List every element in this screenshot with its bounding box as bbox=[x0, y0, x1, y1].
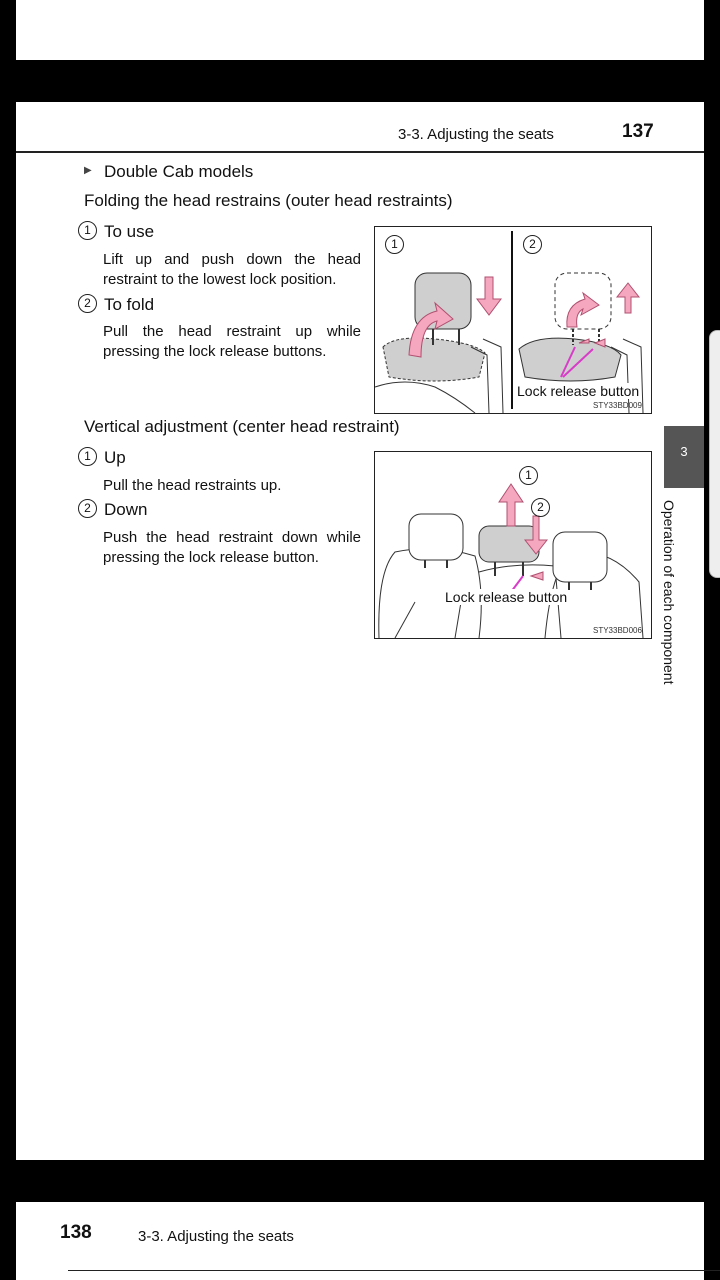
step-text-up: Pull the head restraints up. bbox=[103, 477, 282, 494]
step-title-up: Up bbox=[104, 448, 126, 467]
header-section-title: 3-3. Adjusting the seats bbox=[398, 126, 554, 143]
figure1-lock-release-label: Lock release button bbox=[517, 383, 640, 399]
figure1-panel-number-2: 2 bbox=[523, 235, 542, 254]
figure2-number-2: 2 bbox=[531, 498, 550, 517]
step-title-down: Down bbox=[104, 500, 148, 519]
step-text-to-use: Lift up and push down the head restraint to the lowest lock position. bbox=[103, 251, 361, 288]
outer-heading: Folding the head restrains (outer head restraints) bbox=[84, 191, 453, 210]
center-step-number-1: 1 bbox=[78, 447, 97, 466]
footer-page-number: 138 bbox=[60, 1222, 92, 1243]
figure2-number-1: 1 bbox=[519, 466, 538, 485]
scrollbar-handle[interactable] bbox=[709, 330, 720, 578]
figure2-lock-release-label: Lock release button bbox=[445, 589, 568, 605]
step-title-to-fold: To fold bbox=[104, 295, 155, 314]
center-head-restraint-figure bbox=[374, 451, 652, 639]
center-heading: Vertical adjustment (center head restraint) bbox=[84, 417, 400, 436]
chapter-title-vertical: Operation of each component bbox=[661, 500, 677, 685]
chapter-tab[interactable]: 3 bbox=[664, 426, 704, 488]
step-text-to-fold: Pull the head restraint up while pressing the lock release buttons. bbox=[103, 323, 361, 360]
outer-head-restraint-figure bbox=[374, 226, 652, 414]
previous-page-bottom bbox=[16, 0, 704, 60]
figure1-code: STY33BD009 bbox=[593, 401, 642, 410]
figure1-panel-number-1: 1 bbox=[385, 235, 404, 254]
figure2-code: STY33BD006 bbox=[593, 626, 642, 635]
header-page-number: 137 bbox=[622, 121, 654, 142]
center-head-restraint-illustration bbox=[375, 452, 651, 638]
footer-section-title: 3-3. Adjusting the seats bbox=[138, 1228, 294, 1245]
step-title-to-use: To use bbox=[104, 222, 155, 241]
header-rule bbox=[16, 151, 704, 153]
center-step-number-2: 2 bbox=[78, 499, 97, 518]
manual-page-137 bbox=[16, 102, 704, 1160]
manual-page-138 bbox=[16, 1202, 704, 1280]
models-heading: Double Cab models bbox=[104, 162, 254, 181]
step-number-1: 1 bbox=[78, 221, 97, 240]
step-text-down: Push the head restraint down while pressing the lock release button. bbox=[103, 529, 361, 566]
triangle-bullet-icon: ▶ bbox=[84, 165, 92, 176]
step-number-2: 2 bbox=[78, 294, 97, 313]
footer-rule bbox=[68, 1270, 720, 1271]
